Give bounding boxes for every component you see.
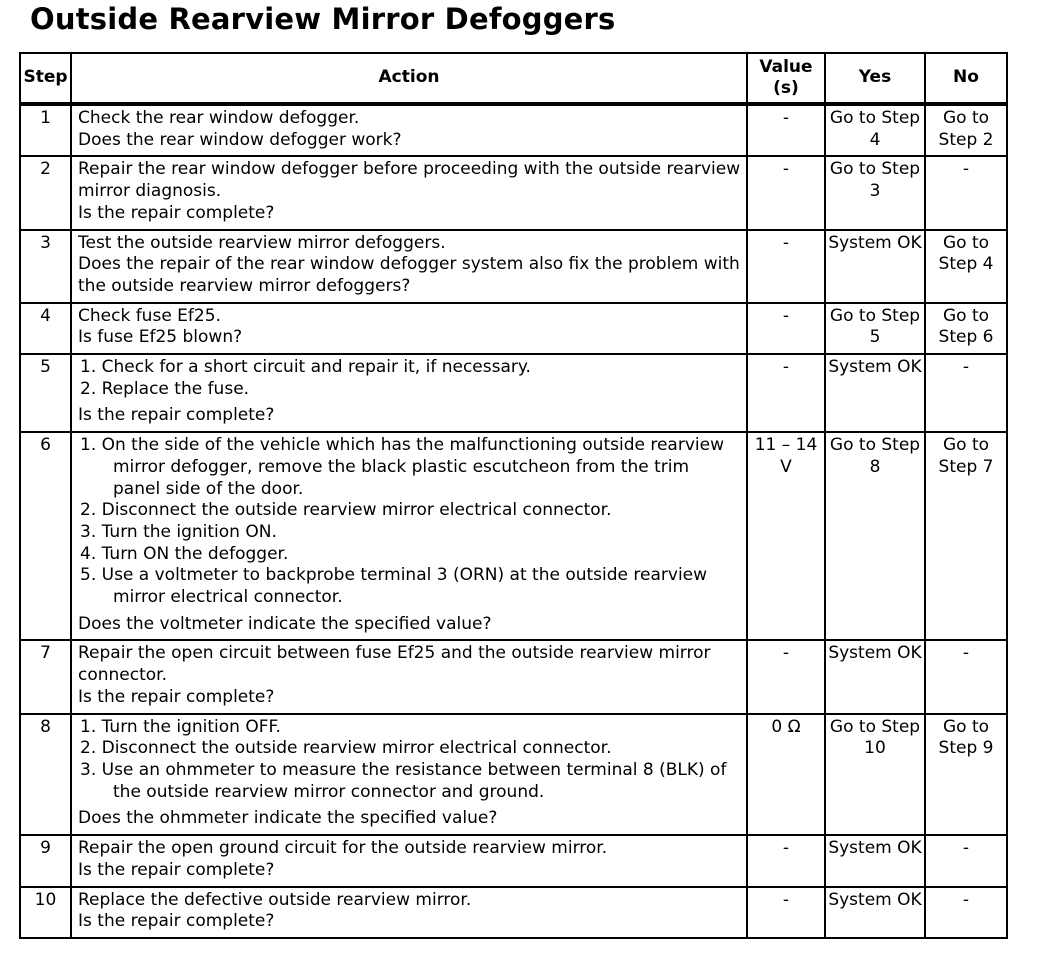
value-cell: 0 Ω bbox=[747, 714, 825, 836]
action-question: Is the repair complete? bbox=[78, 859, 275, 880]
value-cell: - bbox=[747, 887, 825, 938]
yes-cell: System OK bbox=[825, 887, 925, 938]
yes-cell: Go to Step 4 bbox=[825, 104, 925, 156]
value-cell: 11 – 14 V bbox=[747, 432, 825, 640]
table-row bbox=[20, 156, 1007, 229]
table-row bbox=[20, 714, 1007, 836]
action-question: Does the rear window defogger work? bbox=[78, 129, 402, 150]
step-number: 7 bbox=[20, 640, 71, 713]
no-cell: - bbox=[925, 354, 1007, 432]
step-number: 6 bbox=[20, 432, 71, 640]
header-yes: Yes bbox=[825, 53, 925, 104]
yes-cell: System OK bbox=[825, 640, 925, 713]
no-cell: - bbox=[925, 156, 1007, 229]
header-step: Step bbox=[20, 53, 71, 104]
yes-cell: Go to Step 5 bbox=[825, 303, 925, 354]
action-list-item: 4. Turn ON the defogger. bbox=[80, 543, 289, 564]
action-question: Is the repair complete? bbox=[78, 911, 275, 932]
action-question: Is the repair complete? bbox=[78, 686, 275, 707]
table-header-row bbox=[20, 53, 1007, 104]
action-cell bbox=[71, 230, 747, 303]
action-list-item: 3. Use an ohmmeter to measure the resistance between terminal 8 (BLK) of the outside rearview mirror connector and ground. bbox=[80, 759, 727, 802]
no-cell: Go to Step 9 bbox=[925, 714, 1007, 836]
action-list-item: 2. Disconnect the outside rearview mirror electrical connector. bbox=[80, 738, 612, 759]
value-cell: - bbox=[747, 156, 825, 229]
action-cell bbox=[71, 432, 747, 640]
table-row bbox=[20, 104, 1007, 156]
action-list-item: 2. Disconnect the outside rearview mirror electrical connector. bbox=[80, 500, 612, 521]
table-body bbox=[20, 104, 1007, 938]
action-list-item: 1. On the side of the vehicle which has the malfunctioning outside rearview mirror defogger, remove the black plastic escutcheon from the trim panel side of the door. bbox=[80, 435, 724, 499]
action-question: Is the repair complete? bbox=[78, 405, 275, 426]
table-row bbox=[20, 887, 1007, 938]
yes-cell: Go to Step 8 bbox=[825, 432, 925, 640]
action-question: Is fuse Ef25 blown? bbox=[78, 327, 243, 348]
action-question: Does the repair of the rear window defogger system also fix the problem with the outside rearview mirror defoggers? bbox=[78, 254, 740, 296]
step-number: 5 bbox=[20, 354, 71, 432]
step-number: 10 bbox=[20, 887, 71, 938]
no-cell: - bbox=[925, 835, 1007, 886]
no-cell: - bbox=[925, 887, 1007, 938]
action-question: Does the ohmmeter indicate the specified value? bbox=[78, 808, 498, 829]
action-text: Check fuse Ef25. bbox=[78, 305, 221, 326]
step-number: 4 bbox=[20, 303, 71, 354]
yes-cell: Go to Step 3 bbox=[825, 156, 925, 229]
action-list-item: 1. Turn the ignition OFF. bbox=[80, 716, 281, 737]
yes-cell: Go to Step 10 bbox=[825, 714, 925, 836]
table-row bbox=[20, 432, 1007, 640]
table-row bbox=[20, 354, 1007, 432]
no-cell: Go to Step 4 bbox=[925, 230, 1007, 303]
action-list-item: 3. Turn the ignition ON. bbox=[80, 521, 277, 542]
value-cell: - bbox=[747, 640, 825, 713]
action-text: Repair the open circuit between fuse Ef25 and the outside rearview mirror connector. bbox=[78, 643, 711, 686]
action-text: Check the rear window defogger. bbox=[78, 108, 360, 128]
value-cell: - bbox=[747, 303, 825, 354]
no-cell: Go to Step 2 bbox=[925, 104, 1007, 156]
step-number: 3 bbox=[20, 230, 71, 303]
action-cell bbox=[71, 640, 747, 713]
action-cell bbox=[71, 303, 747, 354]
page-title: Outside Rearview Mirror Defoggers bbox=[30, 2, 616, 36]
yes-cell: System OK bbox=[825, 354, 925, 432]
yes-cell: System OK bbox=[825, 835, 925, 886]
action-list-item: 5. Use a voltmeter to backprobe terminal 3 (ORN) at the outside rearview mirror electrical connector. bbox=[80, 565, 708, 608]
yes-cell: System OK bbox=[825, 230, 925, 303]
step-number: 9 bbox=[20, 835, 71, 886]
header-no: No bbox=[925, 53, 1007, 104]
action-list-item: 2. Replace the fuse. bbox=[80, 378, 250, 399]
action-cell bbox=[71, 887, 747, 938]
action-list-item: 1. Check for a short circuit and repair it, if necessary. bbox=[80, 357, 531, 378]
step-number: 1 bbox=[20, 104, 71, 156]
action-cell bbox=[71, 354, 747, 432]
no-cell: Go to Step 6 bbox=[925, 303, 1007, 354]
action-text: Repair the rear window defogger before proceeding with the outside rearview mirror diagnosis. bbox=[78, 159, 741, 202]
step-number: 2 bbox=[20, 156, 71, 229]
action-question: Is the repair complete? bbox=[78, 202, 275, 223]
action-question: Does the voltmeter indicate the specified value? bbox=[78, 613, 492, 634]
value-cell: - bbox=[747, 230, 825, 303]
action-text: Repair the open ground circuit for the outside rearview mirror. bbox=[78, 838, 608, 859]
table-row bbox=[20, 835, 1007, 886]
table-row bbox=[20, 230, 1007, 303]
action-cell bbox=[71, 104, 747, 156]
action-text: Test the outside rearview mirror defoggers. bbox=[78, 232, 446, 253]
action-cell bbox=[71, 714, 747, 836]
value-cell: - bbox=[747, 354, 825, 432]
table-row bbox=[20, 303, 1007, 354]
diagnostic-table bbox=[19, 52, 1008, 939]
action-cell bbox=[71, 835, 747, 886]
step-number: 8 bbox=[20, 714, 71, 836]
table-row bbox=[20, 640, 1007, 713]
header-value: Value (s) bbox=[747, 53, 825, 104]
action-text: Replace the defective outside rearview mirror. bbox=[78, 889, 472, 910]
value-cell: - bbox=[747, 835, 825, 886]
no-cell: Go to Step 7 bbox=[925, 432, 1007, 640]
no-cell: - bbox=[925, 640, 1007, 713]
action-cell bbox=[71, 156, 747, 229]
value-cell: - bbox=[747, 104, 825, 156]
header-action: Action bbox=[71, 53, 747, 104]
